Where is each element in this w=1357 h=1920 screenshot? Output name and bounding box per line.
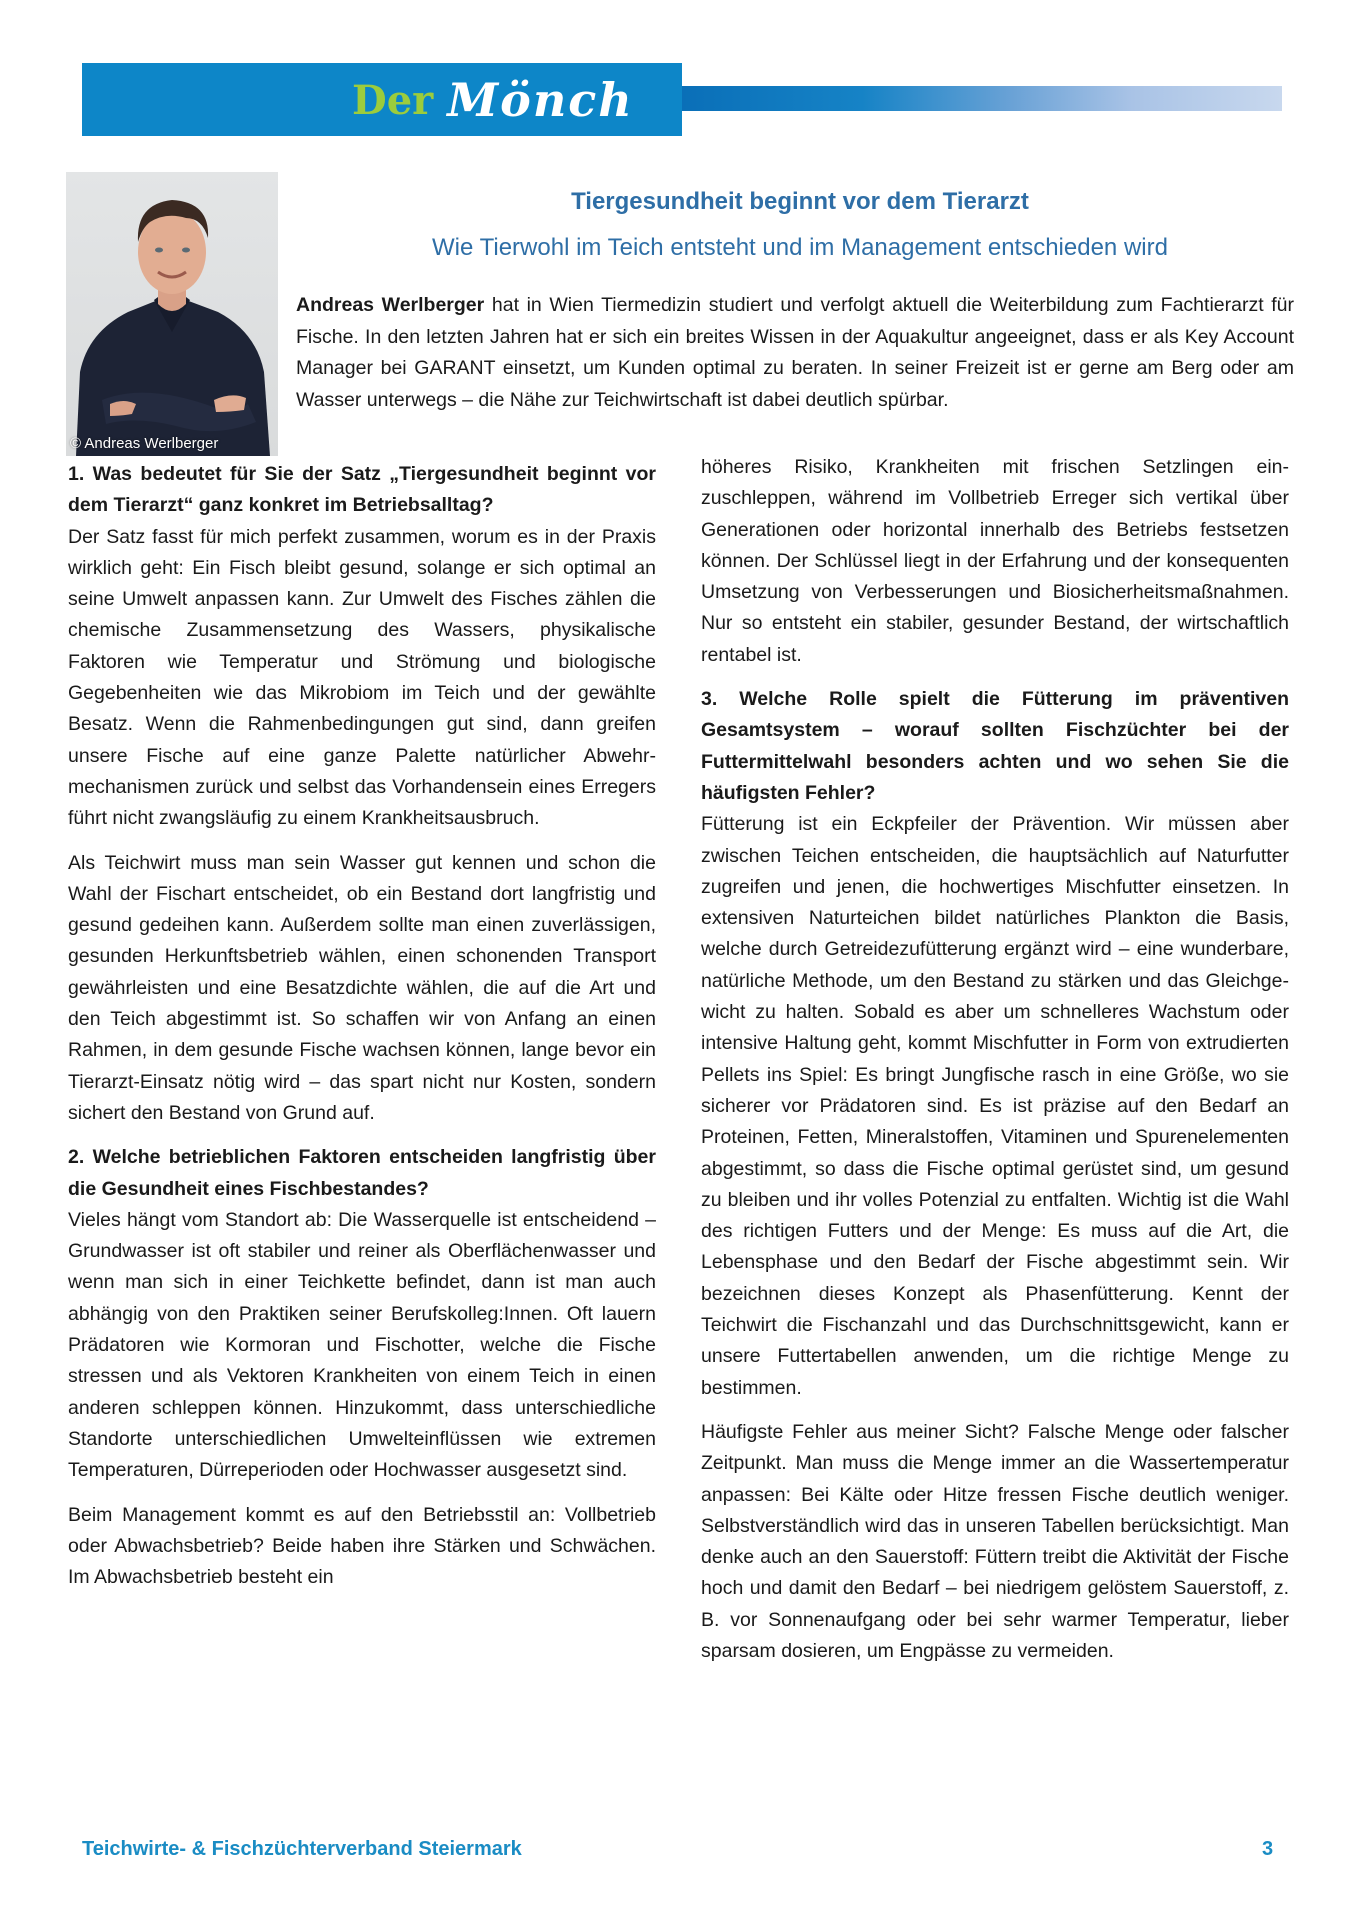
- answer-1-paragraph-1: Der Satz fasst für mich perfekt zusammen, worum es in der Praxis wirklich geht: Ein Fisch bleibt gesund, solange er sich optimal an seine Umwelt anpassen kann. Zur Umwelt des Fisches zählen die chemische Zusammensetzung des Wassers, physikalische Faktoren wie Temperatur und Strömung und biologische Gegebenheiten wie das Mikrobiom im Teich und der gewählte Besatz. Wenn die Rahmenbedingungen gut sind, dann greifen unsere Fische auf eine ganze Palette natürlicher Abwehrmechanismen zurück und selbst das Vorhandensein eines Erregers führt nicht zwangsläufig zu einem Krankheitsausbruch.: [68, 525, 656, 830]
- question-2: 2. Welche betrieblichen Faktoren entscheiden langfristig über die Gesundheit eines Fischbestandes?: [68, 1146, 656, 1200]
- question-1: 1. Was bedeutet für Sie der Satz „Tiergesundheit beginnt vor dem Tierarzt“ ganz konkret im Betriebsalltag?: [68, 463, 656, 517]
- masthead-banner: [82, 63, 682, 136]
- right-column: [701, 452, 1289, 1680]
- author-name: Andreas Werlberger: [296, 294, 485, 316]
- photo-credit: © Andreas Werlberger: [70, 435, 219, 452]
- answer-2-paragraph-2-continued: höheres Risiko, Krankheiten mit frischen Setzlingen einzuschleppen, während im Vollbetrieb Erreger sich vertikal über Generationen oder horizontal innerhalb des Betriebs festsetzen können. Der Schlüssel liegt in der Erfahrung und der konsequenten Umsetzung von Verbesserungen und Biosicherheitsmaßnahmen. Nur so entsteht ein stabiler, gesunder Bestand, der wirtschaftlich rentabel ist.: [701, 456, 1289, 666]
- logo-word-der: Der: [352, 76, 434, 124]
- answer-3-paragraph-2: Häufigste Fehler aus meiner Sicht? Falsche Menge oder falscher Zeitpunkt. Man muss die Menge immer an die Wassertemperatur anpassen: Bei Kälte oder Hitze fressen Fische deutlich weniger. Selbstverständlich wird das in unseren Tabellen berücksichtigt. Man denke auch an den Sauerstoff: Füttern treibt die Aktivität der Fische hoch und damit den Bedarf – bei niedrigem gelöstem Sauerstoff, z. B. vor Sonnenaufgang oder bei sehr warmer Temperatur, lieber sparsam dosieren, um Engpässe zu vermeiden.: [701, 1420, 1289, 1662]
- article-subtitle: Wie Tierwohl im Teich entsteht und im Management entschieden wird: [432, 234, 1168, 261]
- footer-publisher: Teichwirte- & Fischzüchterverband Steiermark: [82, 1838, 522, 1860]
- left-column: [68, 459, 656, 1606]
- answer-3-paragraph-1: Fütterung ist ein Eckpfeiler der Prävention. Wir müssen aber zwischen Teichen entscheiden, die hauptsächlich auf Naturfutter zugreifen und jenen, die hochwertiges Mischfutter einsetzen. In extensiven Naturteichen bildet natürliches Plankton die Basis, welche durch Getreidezufütterung ergänzt wird – eine wunderbare, natürliche Methode, um den Bestand zu stärken und das Gleichgewicht zu halten. Sobald es aber um schnelleres Wachstum oder intensive Haltung geht, kommt Mischfutter in Form von extrudierten Pellets ins Spiel: Es bringt Jungfische rasch in eine Größe, wo sie sicherer vor Prädatoren sind. Es ist präzise auf den Bedarf an Proteinen, Fetten, Mineralstoffen, Vitaminen und Spurenelementen abgestimmt, so dass die Fische optimal gerüstet sind, um gesund zu bleiben und ihr volles Potenzial zu entfalten. Wichtig ist die Wahl des richtigen Futters und der Menge: Es muss auf die Art, die Lebensphase und den Bedarf der Fische abgestimmt sein. Wir bezeichnen dieses Konzept als Phasenfütterung. Kennt der Teichwirt die Fischanzahl und das Durchschnittsgewicht, kann er unsere Futtertabellen anwenden, um die richtige Menge zu bestimmen.: [701, 813, 1289, 1399]
- logo-word-moench: Mönch: [447, 73, 634, 127]
- author-intro: [296, 290, 1294, 416]
- author-portrait: [66, 172, 278, 456]
- article-title: Tiergesundheit beginnt vor dem Tierarzt: [571, 188, 1029, 215]
- masthead-gradient-stripe: [682, 86, 1282, 111]
- person-photo-icon: [66, 172, 278, 456]
- intro-text: hat in Wien Tiermedizin studiert und verfolgt aktuell die Weiterbildung zum Fachtierarzt für Fische. In den letzten Jahren hat er sich ein breites Wissen in der Aquakultur angeeignet, dass er als Key Account Manager bei GARANT einsetzt, um Kunden optimal zu beraten. In seiner Freizeit ist er gerne am Berg oder am Wasser unterwegs – die Nähe zur Teichwirtschaft ist dabei deutlich spürbar.: [296, 294, 1294, 411]
- answer-1-paragraph-2: Als Teichwirt muss man sein Wasser gut kennen und schon die Wahl der Fischart entscheidet, ob ein Bestand dort langfristig und gesund gedeihen kann. Außerdem sollte man einen zuverlässigen, gesunden Herkunftsbetrieb wählen, einen schonenden Transport gewährleisten und eine Besatzdichte wählen, die auf die Art und den Teich abgestimmt ist. So schaffen wir von Anfang an einen Rahmen, in dem gesunde Fische wachsen können, lange bevor ein Tierarzt-Einsatz nötig wird – das spart nicht nur Kosten, sondern sichert den Bestand von Grund auf.: [68, 851, 656, 1124]
- question-3: 3. Welche Rolle spielt die Fütterung im präventiven Gesamtsystem – worauf sollten Fischzüchter bei der Futtermittelwahl besonders achten und wo sehen Sie die häufigsten Fehler?: [701, 688, 1289, 804]
- answer-2-paragraph-1: Vieles hängt vom Standort ab: Die Wasserquelle ist entscheidend – Grundwasser ist oft stabiler und reiner als Oberflächenwasser und wenn man sich in einer Teichkette befindet, dann ist man auch abhängig von den Praktiken seiner Berufskolleg:Innen. Oft lauern Prädatoren wie Kormoran und Fischotter, welche die Fische stressen und als Vektoren Krankheiten von einem Teich in einen anderen schleppen können. Hinzukommt, dass unterschiedliche Standorte unterschiedlichen Umwelteinflüssen wie extremen Temperaturen, Dürreperioden oder Hochwasser ausgesetzt sind.: [68, 1208, 656, 1482]
- page-number: 3: [1262, 1838, 1274, 1860]
- magazine-logo: [352, 65, 634, 135]
- answer-2-paragraph-2: Beim Management kommt es auf den Betriebsstil an: Vollbetrieb oder Abwachsbetrieb? Beide haben ihre Stärken und Schwächen. Im Abwachsbetrieb besteht ein: [68, 1503, 656, 1589]
